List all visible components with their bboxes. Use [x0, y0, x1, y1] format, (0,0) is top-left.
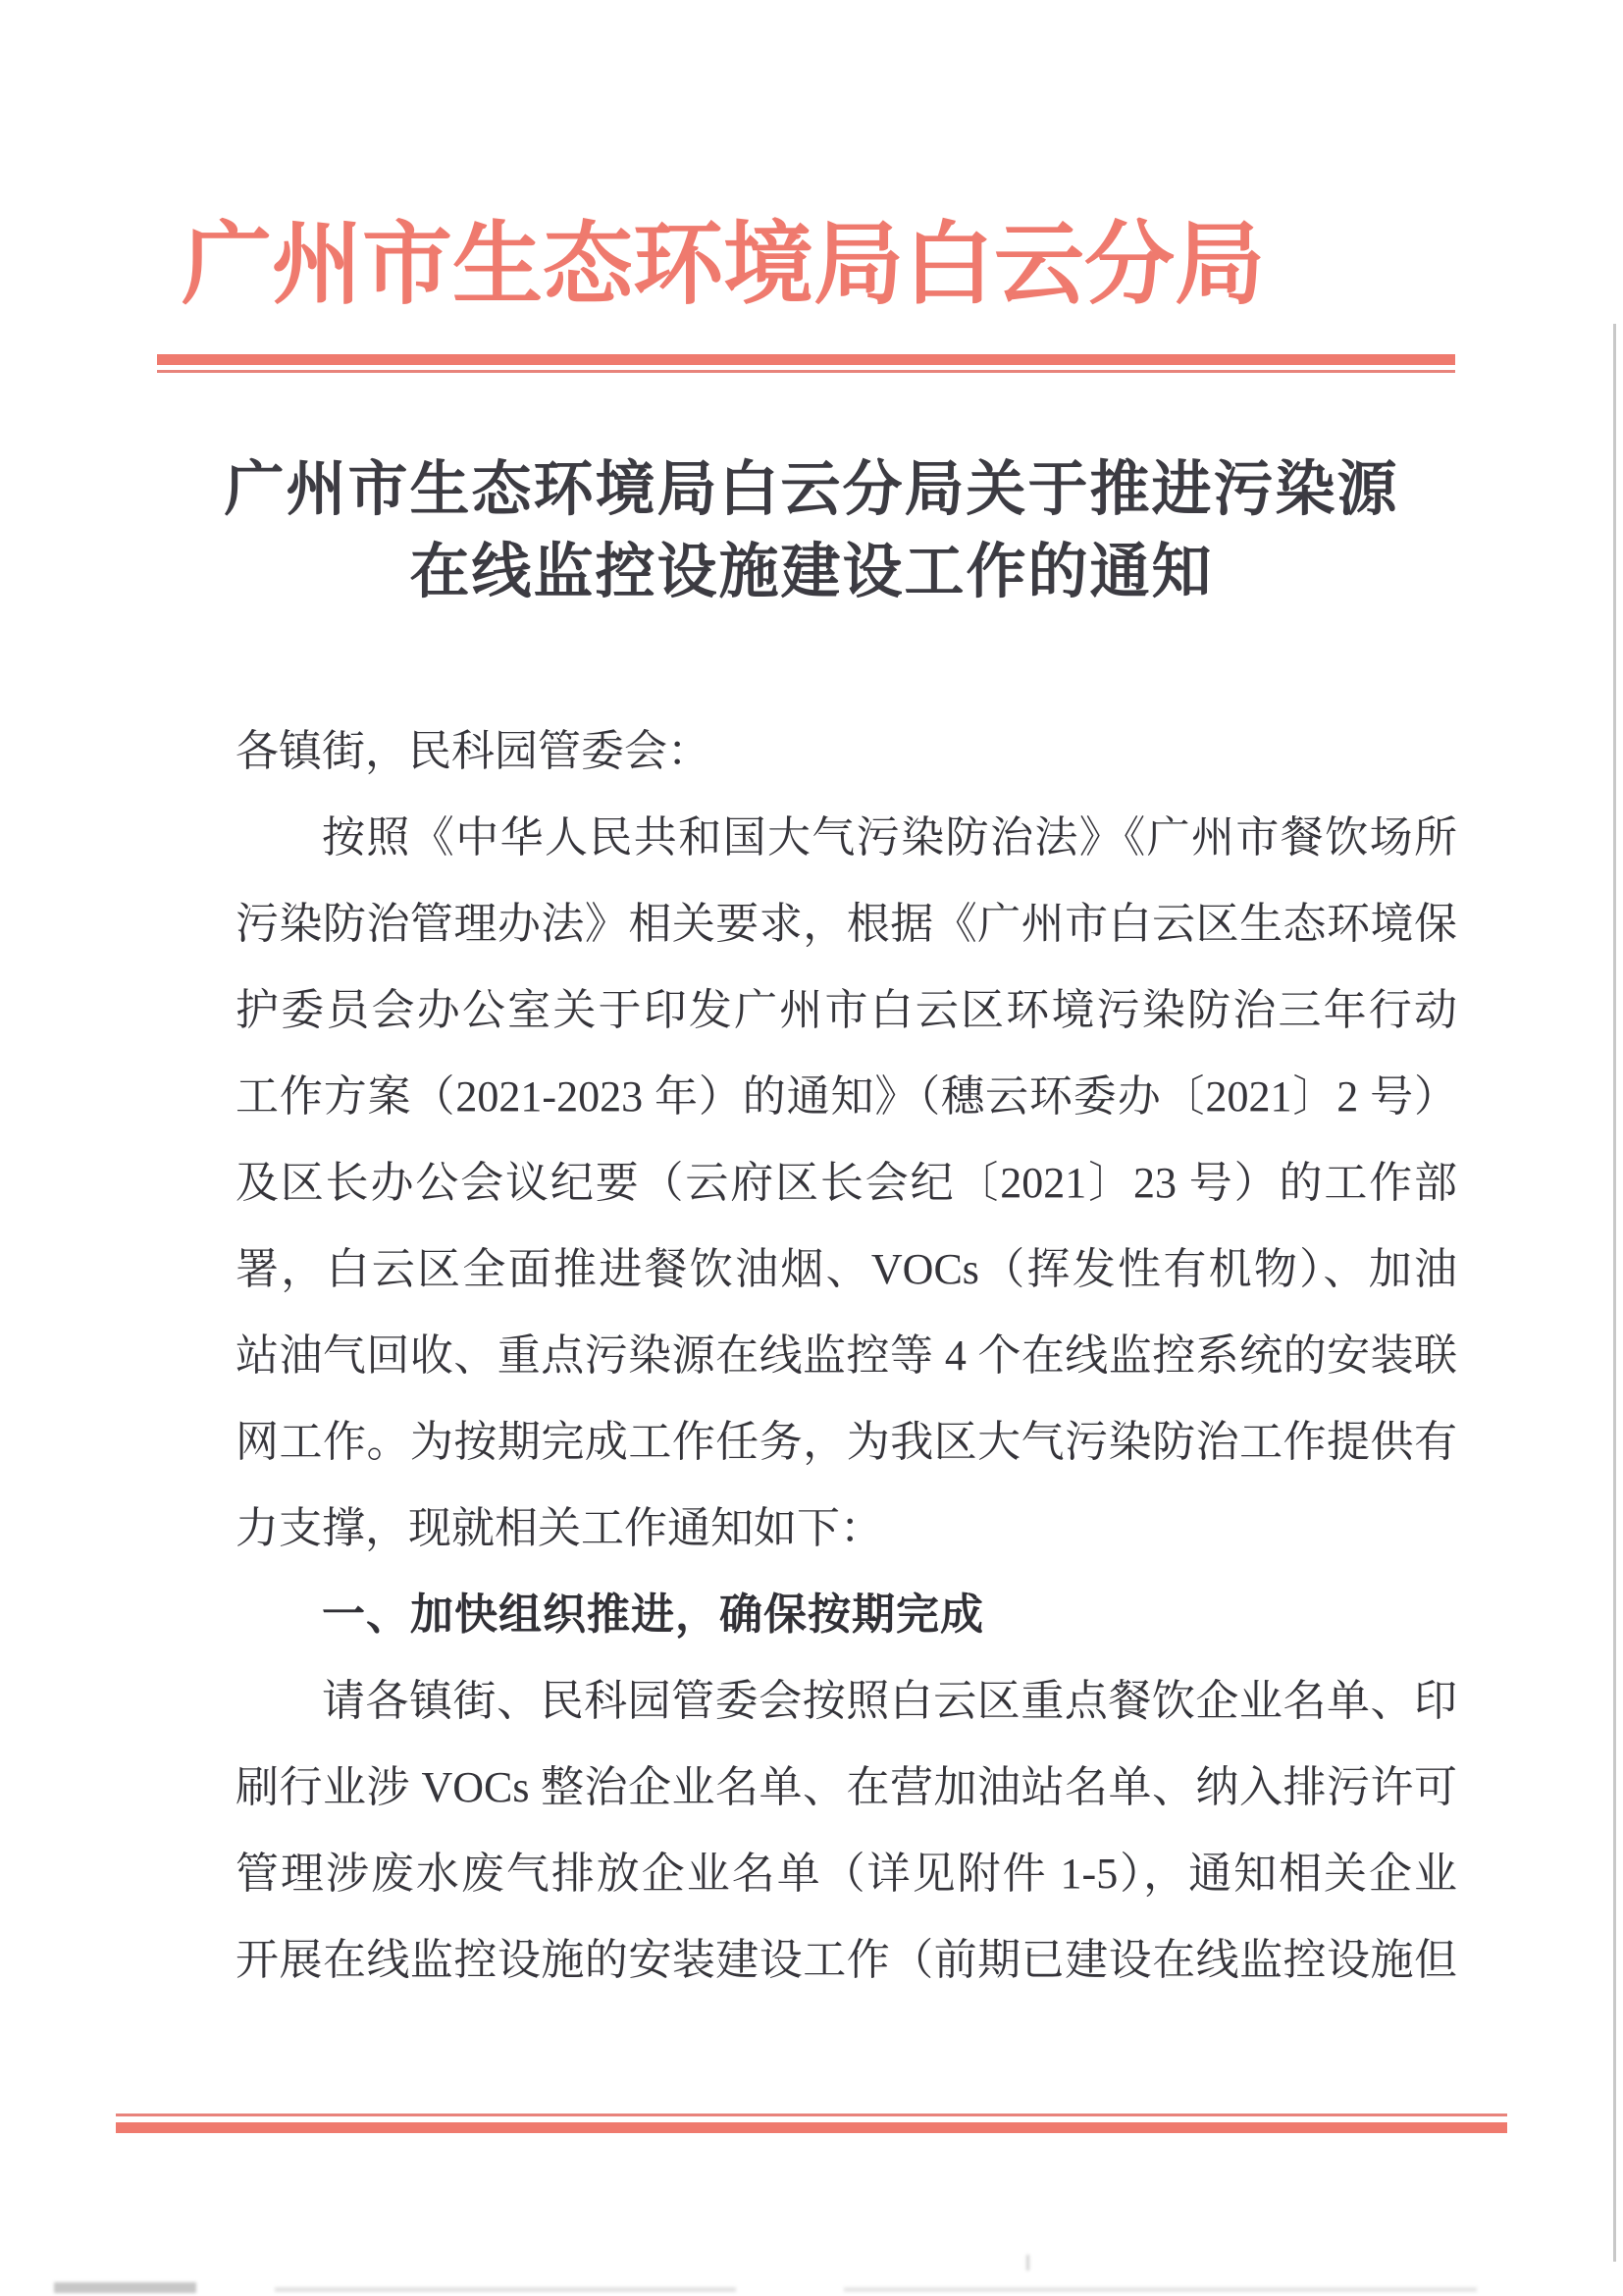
paragraph-line: 护委员会办公室关于印发广州市白云区环境污染防治三年行动	[236, 986, 1457, 1034]
document-body	[236, 708, 1457, 2004]
paragraph-line: 网工作。为按期完成工作任务，为我区大气污染防治工作提供有	[236, 1418, 1457, 1466]
paragraph-line: 请各镇街、民科园管委会按照白云区重点餐饮企业名单、印	[322, 1677, 1457, 1725]
paragraph-line: 及区长办公会议纪要（云府区长会纪〔2021〕23 号）的工作部	[236, 1159, 1457, 1207]
document-title-line-2: 在线监控设施建设工作的通知	[409, 540, 1214, 605]
paragraph-line: 刷行业涉 VOCs 整治企业名单、在营加油站名单、纳入排污许可	[236, 1763, 1457, 1811]
footer-rule-thick	[116, 2122, 1507, 2133]
paragraph-line: 站油气回收、重点污染源在线监控等 4 个在线监控系统的安装联	[236, 1331, 1457, 1380]
paragraph-line: 开展在线监控设施的安装建设工作（前期已建设在线监控设施但	[236, 1936, 1457, 1984]
section-heading: 一、加快组织推进，确保按期完成	[322, 1591, 984, 1639]
document-title-line-1: 广州市生态环境局白云分局关于推进污染源	[224, 457, 1399, 523]
header-rule-thin	[157, 370, 1455, 373]
scan-smudge	[54, 2282, 196, 2293]
document-title	[0, 449, 1623, 614]
scan-smudge	[1026, 2255, 1029, 2270]
scan-edge-line	[1613, 324, 1616, 2262]
salutation-line: 各镇街，民科园管委会：	[236, 727, 710, 775]
header-rule-thick	[157, 354, 1455, 365]
paragraph-line: 署，白云区全面推进餐饮油烟、VOCs（挥发性有机物）、加油	[236, 1245, 1457, 1293]
paragraph-line: 污染防治管理办法》相关要求，根据《广州市白云区生态环境保	[236, 900, 1457, 948]
scan-smudge	[275, 2287, 736, 2292]
letterhead-title: 广州市生态环境局白云分局	[182, 215, 1266, 315]
paragraph-line: 管理涉废水废气排放企业名单（详见附件 1-5），通知相关企业	[236, 1850, 1457, 1898]
paragraph-line: 力支撑，现就相关工作通知如下：	[236, 1504, 883, 1552]
scan-smudge	[844, 2287, 1477, 2292]
paragraph-line: 工作方案（2021-2023 年）的通知》（穗云环委办〔2021〕2 号）	[236, 1072, 1457, 1121]
paragraph-line: 按照《中华人民共和国大气污染防治法》《广州市餐饮场所	[322, 813, 1457, 861]
footer-rule-thin	[116, 2113, 1507, 2116]
